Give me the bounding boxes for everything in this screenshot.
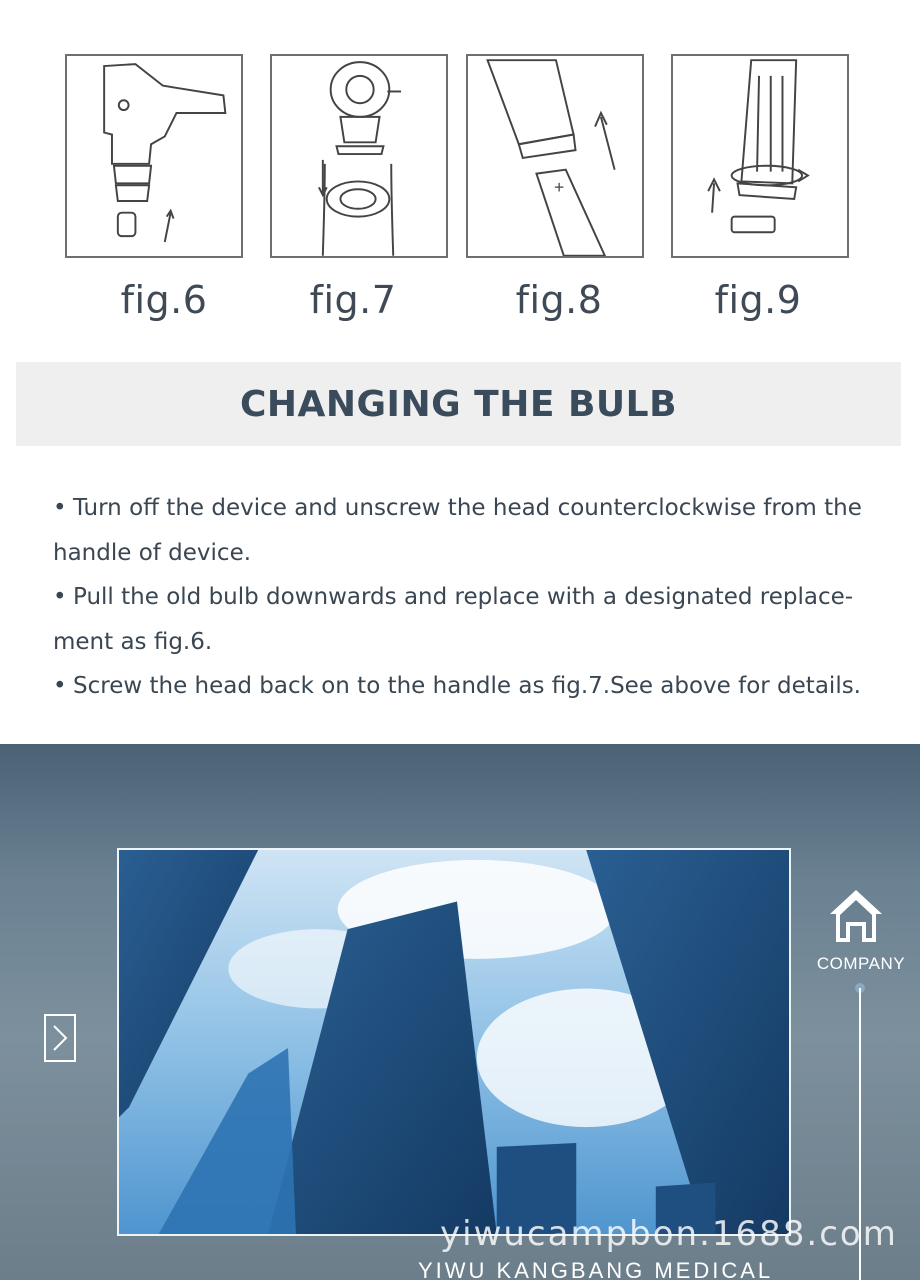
company-section [0,744,920,1280]
bullet: • [53,673,67,699]
instruction-step [53,664,883,709]
instruction-list [53,486,883,709]
fig9-label: fig.9 [714,278,802,322]
figure-strip [0,0,920,360]
instruction-step [53,486,883,575]
svg-text:+: + [554,177,565,198]
fig7-label: fig.7 [309,278,397,322]
company-nav-label[interactable]: COMPANY [816,954,906,973]
fig8-label: fig.8 [515,278,603,322]
instruction-step [53,575,883,664]
fig9-illustration [671,54,849,258]
bullet: • [53,495,67,521]
step-text: Pull the old bulb downwards and replace with a designated replace-ment as fig.6. [53,584,854,655]
next-slide-button[interactable] [44,1014,76,1062]
fig8-illustration [466,54,644,258]
bullet: • [53,584,67,610]
section-title: CHANGING THE BULB [239,383,678,425]
fig6-label: fig.6 [120,278,208,322]
skyscraper-photo [117,848,791,1236]
step-text: Screw the head back on to the handle as fig.7.See above for details. [73,673,861,699]
home-icon[interactable] [826,886,886,946]
watermark: yiwucampbon.1688.com [440,1214,898,1254]
company-name: YIWU KANGBANG MEDICAL [418,1258,774,1280]
chevron-right-icon [51,1023,69,1053]
step-text: Turn off the device and unscrew the head counterclockwise from the handle of device. [53,495,862,566]
fig7-illustration [270,54,448,258]
fig6-illustration [65,54,243,258]
section-banner [16,362,901,446]
